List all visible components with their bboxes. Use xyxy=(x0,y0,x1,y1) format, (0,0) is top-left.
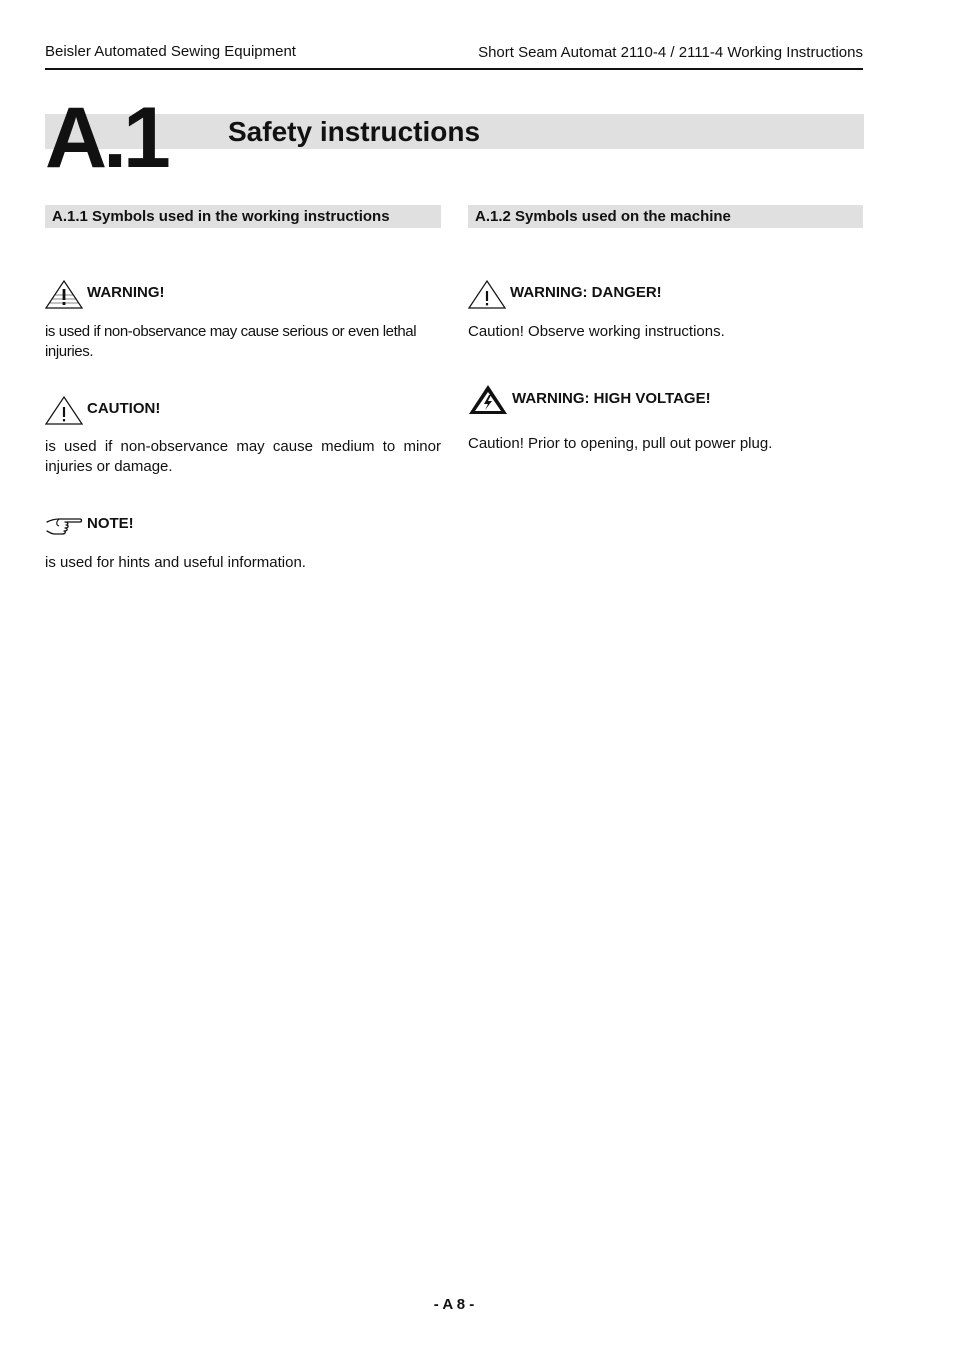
danger-triangle-icon xyxy=(468,280,506,314)
caution-label: CAUTION! xyxy=(87,400,161,417)
chapter-number: A.1 xyxy=(45,90,167,186)
page-number: - A 8 - xyxy=(433,1296,475,1313)
page-header-left: Beisler Automated Sewing Equipment xyxy=(45,43,296,60)
caution-triangle-icon xyxy=(45,396,83,430)
high-voltage-icon xyxy=(468,384,508,420)
warning-triangle-icon xyxy=(45,280,83,314)
note-label: NOTE! xyxy=(87,515,134,532)
section-heading-symbols-instructions: A.1.1 Symbols used in the working instructions xyxy=(45,205,441,228)
danger-label: WARNING: DANGER! xyxy=(510,284,662,301)
danger-description: Caution! Observe working instructions. xyxy=(468,323,725,340)
pointing-hand-icon xyxy=(45,514,83,541)
note-description: is used for hints and useful information. xyxy=(45,554,306,571)
high-voltage-label: WARNING: HIGH VOLTAGE! xyxy=(512,390,711,407)
header-rule xyxy=(45,68,863,70)
warning-label: WARNING! xyxy=(87,284,165,301)
page-header-right: Short Seam Automat 2110-4 / 2111-4 Working Instructions xyxy=(478,44,863,61)
chapter-title: Safety instructions xyxy=(228,116,481,147)
section-heading-symbols-machine: A.1.2 Symbols used on the machine xyxy=(468,205,863,228)
caution-description: is used if non-observance may cause medium to minor injuries or damage. xyxy=(45,438,441,475)
warning-description: is used if non-observance may cause serious or even lethal injuries. xyxy=(45,323,417,360)
high-voltage-description: Caution! Prior to opening, pull out power plug. xyxy=(468,435,773,452)
